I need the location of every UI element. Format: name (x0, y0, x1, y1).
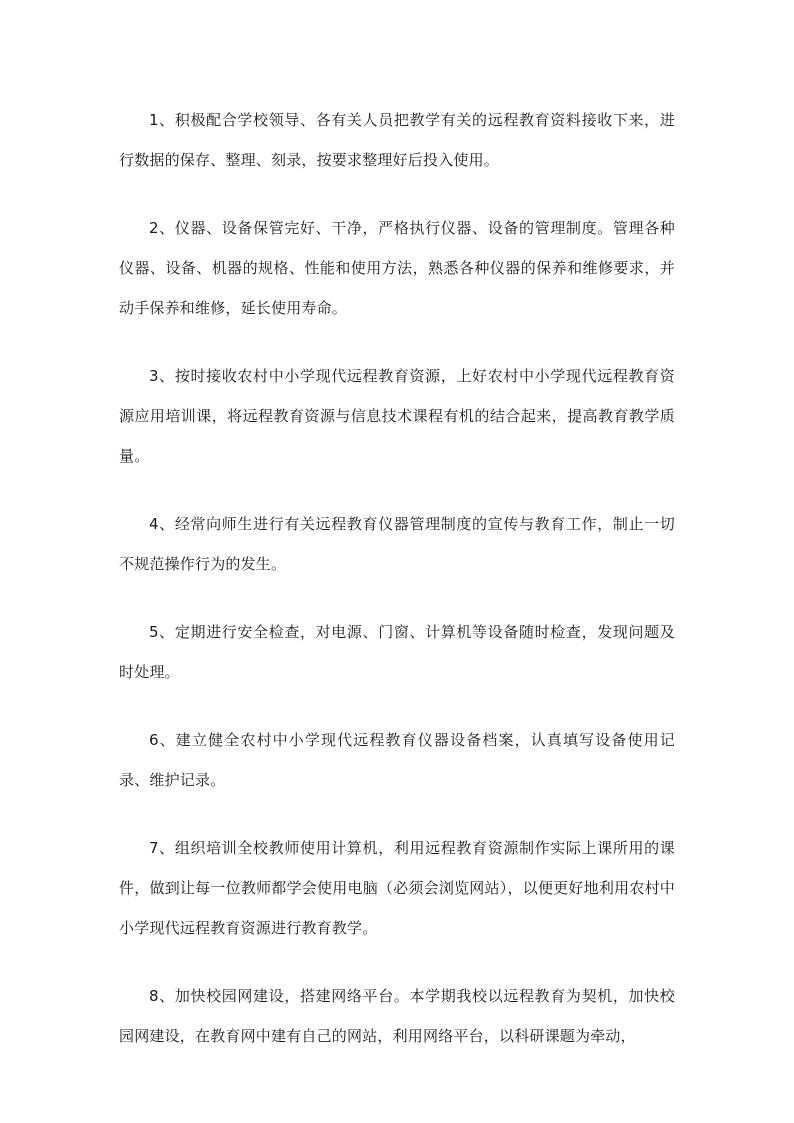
paragraph-4: 4、经常向师生进行有关远程教育仪器管理制度的宣传与教育工作，制止一切不规范操作行为的发生。 (119, 515, 675, 573)
document-body (119, 100, 675, 1084)
paragraph-8: 8、加快校园网建设，搭建网络平台。本学期我校以远程教育为契机，加快校园网建设，在教育网中建有自己的网站，利用网络平台，以科研课题为牵动， (119, 987, 675, 1045)
paragraph-3: 3、按时接收农村中小学现代远程教育资源，上好农村中小学现代远程教育资源应用培训课，将远程教育资源与信息技术课程有机的结合起来，提高教育教学质量。 (119, 367, 675, 465)
paragraph-1: 1、积极配合学校领导、各有关人员把教学有关的远程教育资料接收下来，进行数据的保存、整理、刻录，按要求整理好后投入使用。 (119, 111, 675, 169)
paragraph-6: 6、建立健全农村中小学现代远程教育仪器设备档案，认真填写设备使用记录、维护记录。 (119, 731, 675, 789)
paragraph-2: 2、仪器、设备保管完好、干净，严格执行仪器、设备的管理制度。管理各种仪器、设备、机器的规格、性能和使用方法，熟悉各种仪器的保养和维修要求，并动手保养和维修，延长使用寿命。 (119, 219, 675, 317)
paragraph-7: 7、组织培训全校教师使用计算机，利用远程教育资源制作实际上课所用的课件，做到让每一位教师都学会使用电脑（必须会浏览网站），以便更好地利用农村中小学现代远程教育资源进行教育教学。 (119, 839, 675, 937)
paragraph-5: 5、定期进行安全检查，对电源、门窗、计算机等设备随时检查，发现问题及时处理。 (119, 623, 675, 681)
